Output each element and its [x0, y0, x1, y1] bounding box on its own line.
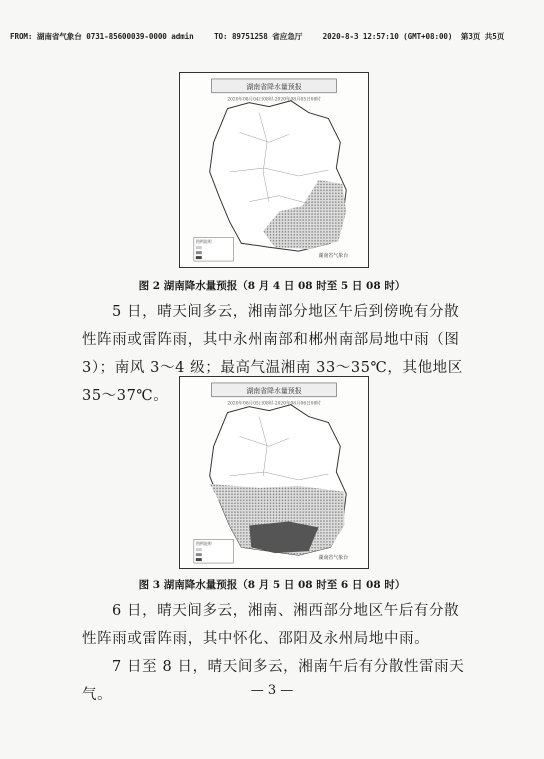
paragraph-2: [82, 597, 474, 653]
paragraph-1-text: 5 日，晴天间多云，湘南部分地区午后到傍晚有分散性阵雨或雷阵雨，其中永州南部和郴州南部局地中雨（图 3）；南风 3～4 级；最高气温湘南 33～35℃，其他地区 35～37℃。: [82, 304, 463, 404]
precipitation-map-fig3: [179, 376, 369, 569]
paragraph-2-text: 6 日，晴天间多云，湘南、湘西部分地区午后有分散性阵雨或雷阵雨，其中怀化、邵阳及永州局地中雨。: [82, 603, 460, 647]
agency-label: 湖南省气象台: [318, 253, 349, 260]
paragraph-3-text: 7 日至 8 日，晴天间多云，湘南午后有分散性雷雨天气。: [82, 659, 465, 703]
legend-title: 图例说明: [195, 541, 212, 547]
map-title: 湖南省降水量预报: [246, 82, 302, 91]
legend-title: 图例说明: [195, 239, 212, 245]
agency-label: 湖南省气象台: [318, 555, 349, 562]
fax-to: TO: 89751258 省应急厅: [214, 32, 303, 41]
map-title: 湖南省降水量预报: [246, 386, 302, 395]
fax-from: FROM: 湖南省气象台 0731-85600039-0000 admin: [10, 32, 194, 41]
fax-page-info: 第3页 共5页: [460, 32, 505, 41]
fax-timestamp: 2020-8-3 12:57:10 (GMT+08:00): [322, 32, 453, 41]
precipitation-map-fig2: [179, 72, 369, 268]
map-subtitle: 2020年08月05日08时-2020年08月06日08时: [227, 401, 321, 407]
page-number: — 3 —: [250, 683, 294, 698]
paragraph-3: [82, 653, 474, 709]
fax-header: [10, 31, 530, 42]
figure3-caption: 图 3 湖南降水量预报（8 月 5 日 08 时至 6 日 08 时）: [138, 579, 406, 591]
figure2-caption: 图 2 湖南降水量预报（8 月 4 日 08 时至 5 日 08 时）: [138, 280, 406, 292]
map-subtitle: 2020年08月04日08时-2020年08月05日08时: [227, 97, 321, 103]
